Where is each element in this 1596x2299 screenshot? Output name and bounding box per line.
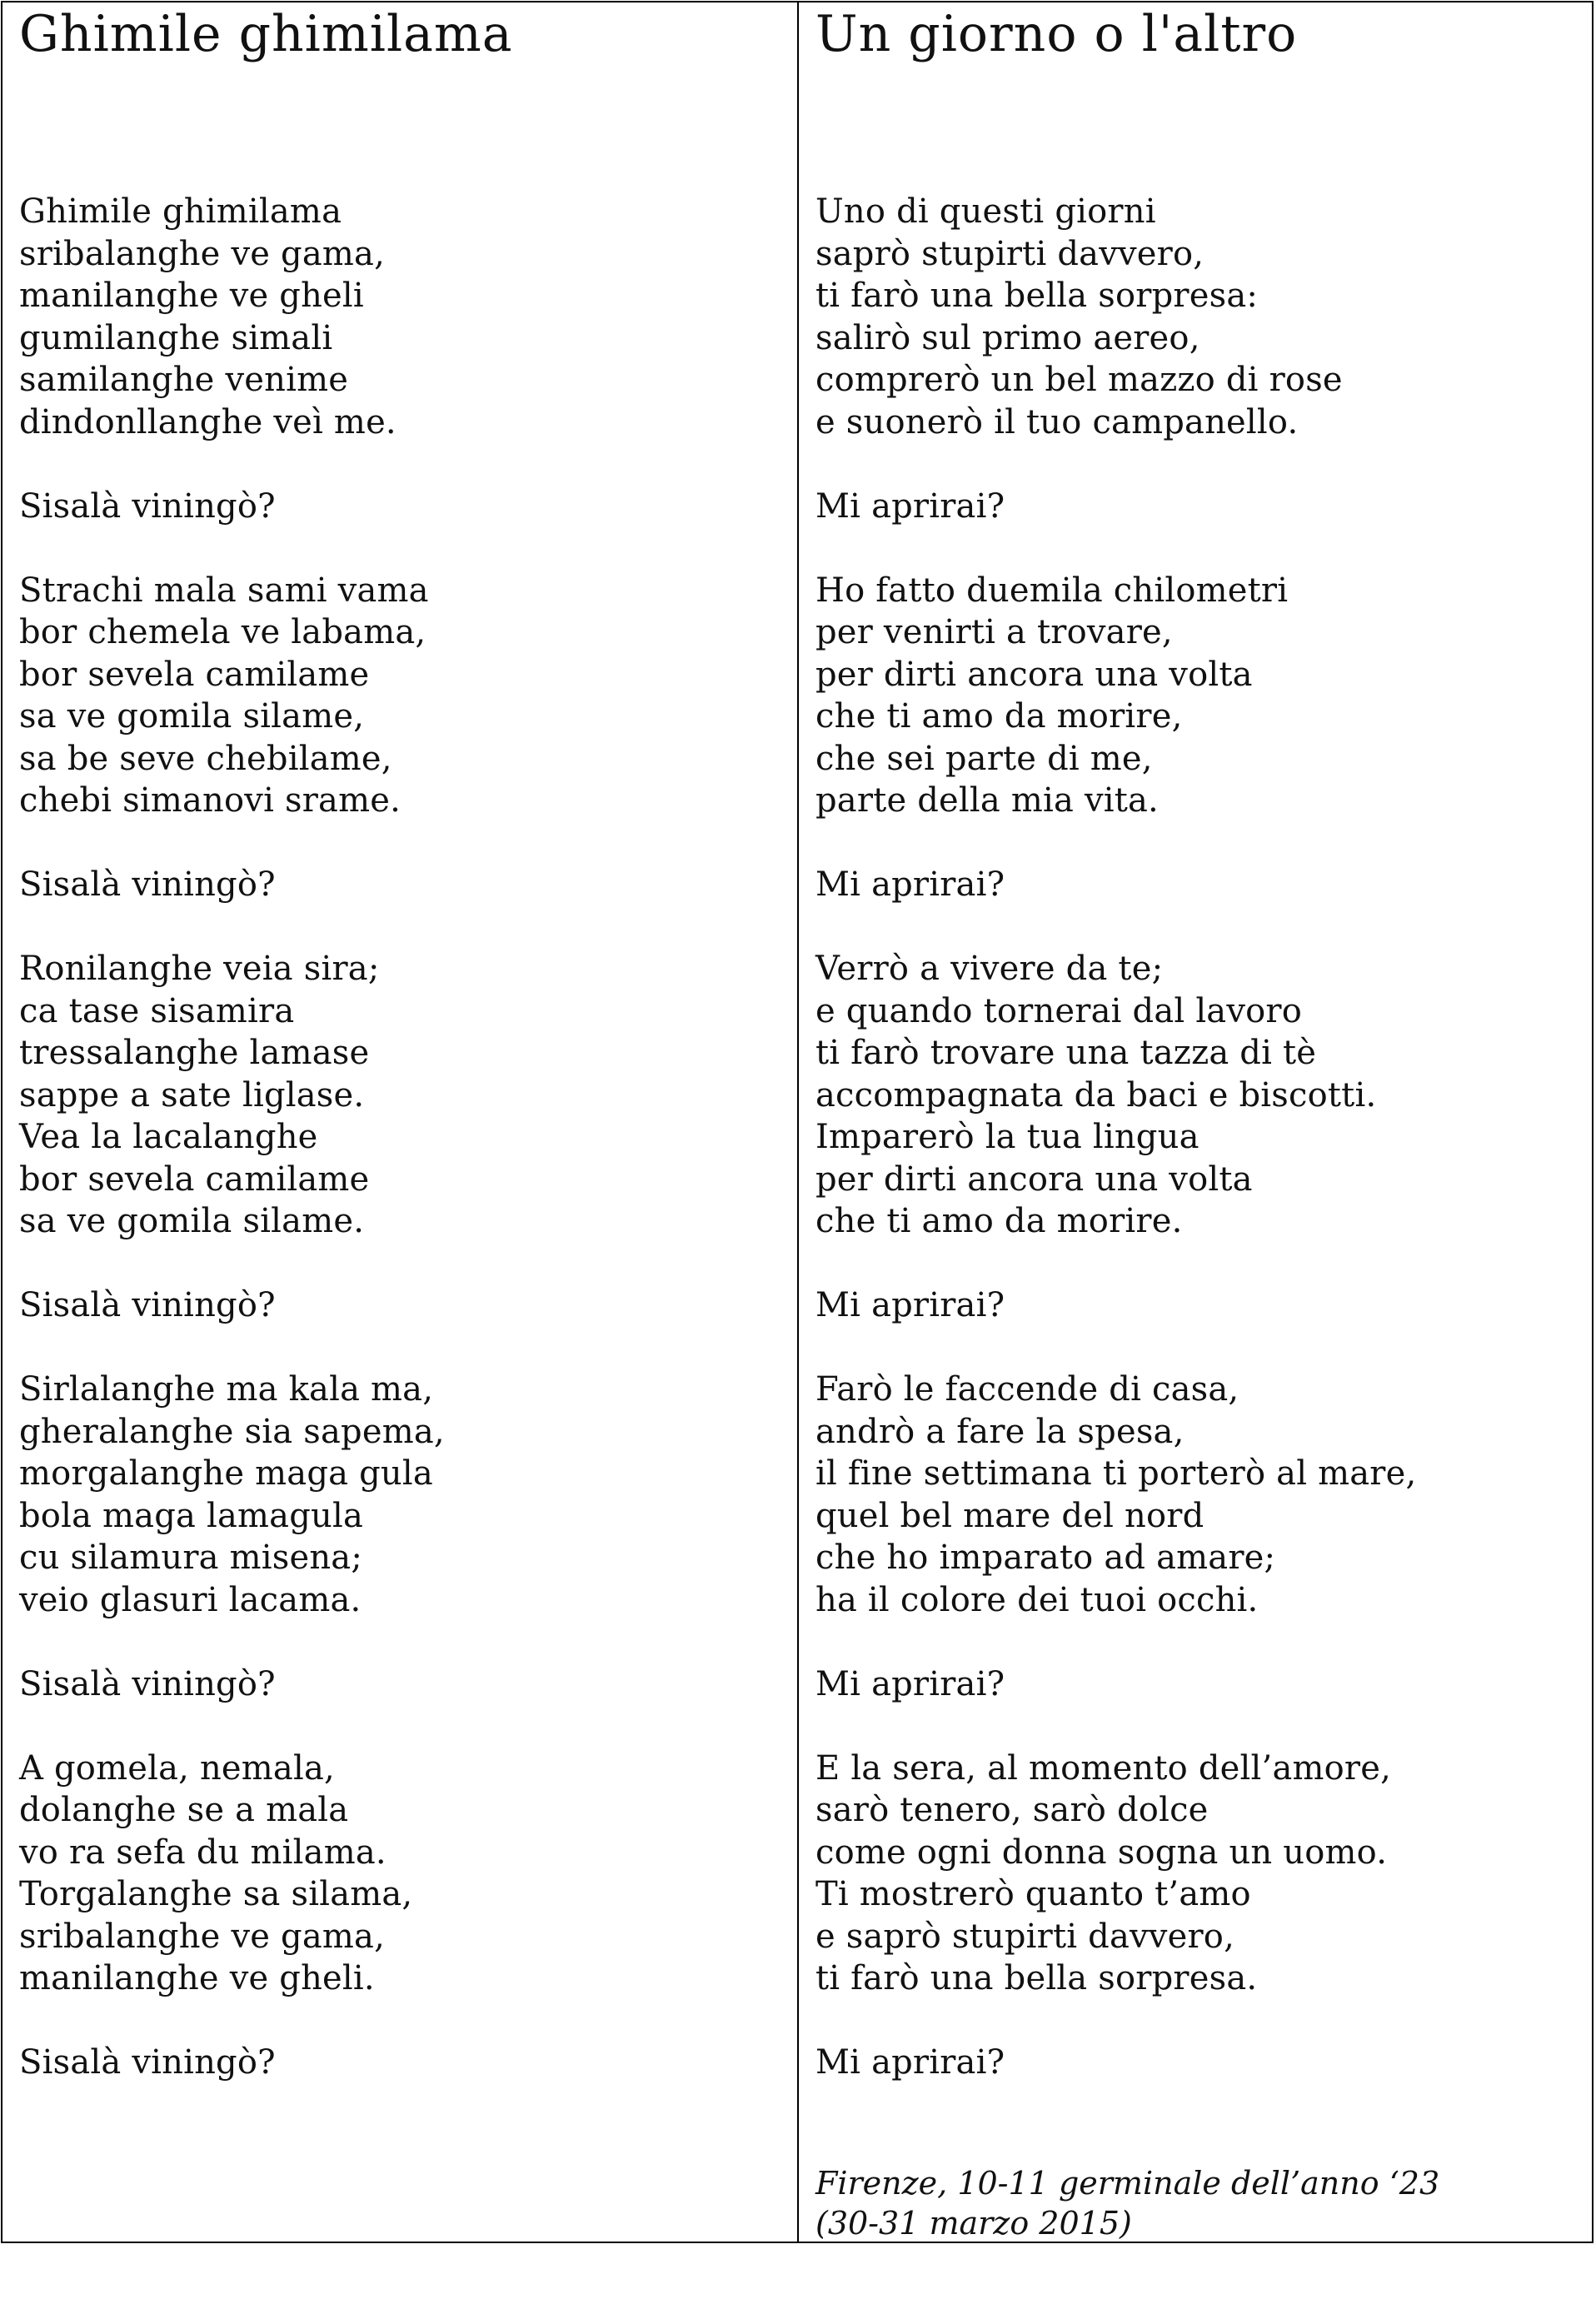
footer-gregorian-date: (30-31 marzo 2015): [815, 2205, 1132, 2242]
poem-line: che sei parte di me,: [815, 739, 1153, 778]
stanza: [19, 191, 797, 443]
refrain: [815, 486, 1592, 528]
poem-line: parte della mia vita.: [815, 781, 1159, 820]
refrain: [19, 864, 797, 906]
poem-table: [1, 1, 1594, 2243]
poem-line: sribalanghe ve gama,: [19, 234, 385, 273]
poem-line: sarò tenero, sarò dolce: [815, 1791, 1209, 1829]
poem-line: sa ve gomila silame.: [19, 1202, 365, 1240]
poem-line: Farò le faccende di casa,: [815, 1370, 1239, 1409]
poem-line: bola maga lamagula: [19, 1496, 364, 1535]
refrain: [815, 2042, 1592, 2084]
stanza: [19, 1748, 797, 2000]
poem-line: chebi simanovi srame.: [19, 781, 401, 820]
poem-line: vo ra sefa du milama.: [19, 1833, 387, 1872]
poem-line: A gomela, nemala,: [19, 1748, 335, 1788]
poem-column-left: [2, 2, 799, 2242]
stanza: [815, 191, 1592, 443]
poem-line: cu silamura misena;: [19, 1538, 363, 1577]
stanza: [815, 948, 1592, 1243]
poem-line: che ti amo da morire.: [815, 1202, 1183, 1240]
poem-line: sribalanghe ve gama,: [19, 1917, 385, 1956]
poem-line: ca tase sisamira: [19, 991, 295, 1030]
poem-line: Sisalà viningò?: [19, 1286, 276, 1324]
poem-line: veio glasuri lacama.: [19, 1580, 362, 1619]
poem-line: Verrò a vivere da te;: [815, 950, 1164, 988]
poem-line: salirò sul primo aereo,: [815, 318, 1200, 357]
poem-line: Ghimile ghimilama: [19, 192, 342, 231]
poem-line: comprerò un bel mazzo di rose: [815, 361, 1343, 399]
poem-line: che ho imparato ad amare;: [815, 1538, 1276, 1577]
poem-line: Sisalà viningò?: [19, 2043, 276, 2082]
poem-line: e saprò stupirti davvero,: [815, 1917, 1234, 1956]
refrain: [815, 864, 1592, 906]
poem-line: Mi aprirai?: [815, 486, 1005, 526]
stanzas-right: [815, 191, 1592, 2126]
poem-line: per dirti ancora una volta: [815, 655, 1253, 694]
poem-line: samilanghe venime: [19, 361, 349, 399]
poem-line: come ogni donna sogna un uomo.: [815, 1833, 1388, 1872]
poem-line: bor sevela camilame: [19, 655, 370, 694]
poem-line: Sisalà viningò?: [19, 1664, 276, 1703]
poem-line: Sisalà viningò?: [19, 865, 276, 904]
poem-line: Sisalà viningò?: [19, 486, 276, 526]
poem-line: il fine settimana ti porterò al mare,: [815, 1454, 1417, 1493]
poem-line: andrò a fare la spesa,: [815, 1412, 1185, 1451]
refrain: [19, 1663, 797, 1706]
poem-line: tressalanghe lamase: [19, 1034, 370, 1072]
poem-line: Ti mostrerò quanto t’amo: [815, 1875, 1251, 1913]
poem-line: sa be seve chebilame,: [19, 739, 392, 778]
poem-line: quel bel mare del nord: [815, 1496, 1204, 1535]
poem-line: e quando tornerai dal lavoro: [815, 991, 1303, 1030]
poem-line: sappe a sate liglase.: [19, 1075, 365, 1115]
poem-line: accompagnata da baci e biscotti.: [815, 1075, 1377, 1115]
poem-title-left: Ghimile ghimilama: [19, 5, 513, 63]
poem-line: gheralanghe sia sapema,: [19, 1412, 445, 1451]
poem-column-right: [799, 2, 1592, 2242]
stanzas-left: [19, 191, 797, 2126]
poem-line: Sirlalanghe ma kala ma,: [19, 1370, 434, 1409]
stanza: [815, 1748, 1592, 2000]
refrain: [815, 1284, 1592, 1327]
poem-line: Imparerò la tua lingua: [815, 1118, 1199, 1156]
poem-line: ha il colore dei tuoi occhi.: [815, 1580, 1259, 1619]
poem-line: sa ve gomila silame,: [19, 697, 365, 736]
poem-line: Vea la lacalanghe: [19, 1118, 318, 1156]
poem-line: manilanghe ve gheli.: [19, 1959, 375, 1997]
poem-line: Mi aprirai?: [815, 865, 1005, 904]
stanza: [19, 570, 797, 822]
poem-line: e suonerò il tuo campanello.: [815, 402, 1299, 441]
stanza: [815, 570, 1592, 822]
poem-line: morgalanghe maga gula: [19, 1454, 433, 1493]
poem-line: dolanghe se a mala: [19, 1791, 349, 1829]
poem-line: saprò stupirti davvero,: [815, 234, 1204, 273]
poem-line: manilanghe ve gheli: [19, 277, 364, 315]
refrain: [19, 486, 797, 528]
date-footer: [815, 2163, 1439, 2243]
refrain: [815, 1663, 1592, 1706]
poem-line: ti farò una bella sorpresa.: [815, 1959, 1258, 1997]
refrain: [19, 1284, 797, 1327]
poem-line: Torgalanghe sa silama,: [19, 1875, 413, 1913]
stanza: [815, 1369, 1592, 1621]
poem-line: bor chemela ve labama,: [19, 613, 426, 651]
poem-line: Mi aprirai?: [815, 2043, 1005, 2082]
poem-line: ti farò trovare una tazza di tè: [815, 1034, 1317, 1072]
poem-line: bor sevela camilame: [19, 1159, 370, 1199]
refrain: [19, 2042, 797, 2084]
poem-line: E la sera, al momento dell’amore,: [815, 1748, 1392, 1788]
poem-line: per venirti a trovare,: [815, 613, 1173, 651]
poem-line: per dirti ancora una volta: [815, 1159, 1253, 1199]
poem-line: Ronilanghe veia sira;: [19, 950, 380, 988]
poem-line: Uno di questi giorni: [815, 192, 1156, 231]
poem-line: ti farò una bella sorpresa:: [815, 277, 1259, 315]
poem-line: Ho fatto duemila chilometri: [815, 571, 1289, 610]
stanza: [19, 948, 797, 1243]
stanza: [19, 1369, 797, 1621]
poem-line: gumilanghe simali: [19, 318, 333, 357]
footer-place-date: Firenze, 10-11 germinale dell’anno ‘23: [815, 2165, 1440, 2202]
poem-line: Mi aprirai?: [815, 1664, 1005, 1703]
poem-line: Strachi mala sami vama: [19, 571, 429, 610]
poem-line: Mi aprirai?: [815, 1286, 1005, 1324]
poem-title-right: Un giorno o l'altro: [815, 5, 1298, 63]
poem-line: che ti amo da morire,: [815, 697, 1183, 736]
poem-line: dindonllanghe veì me.: [19, 402, 397, 441]
